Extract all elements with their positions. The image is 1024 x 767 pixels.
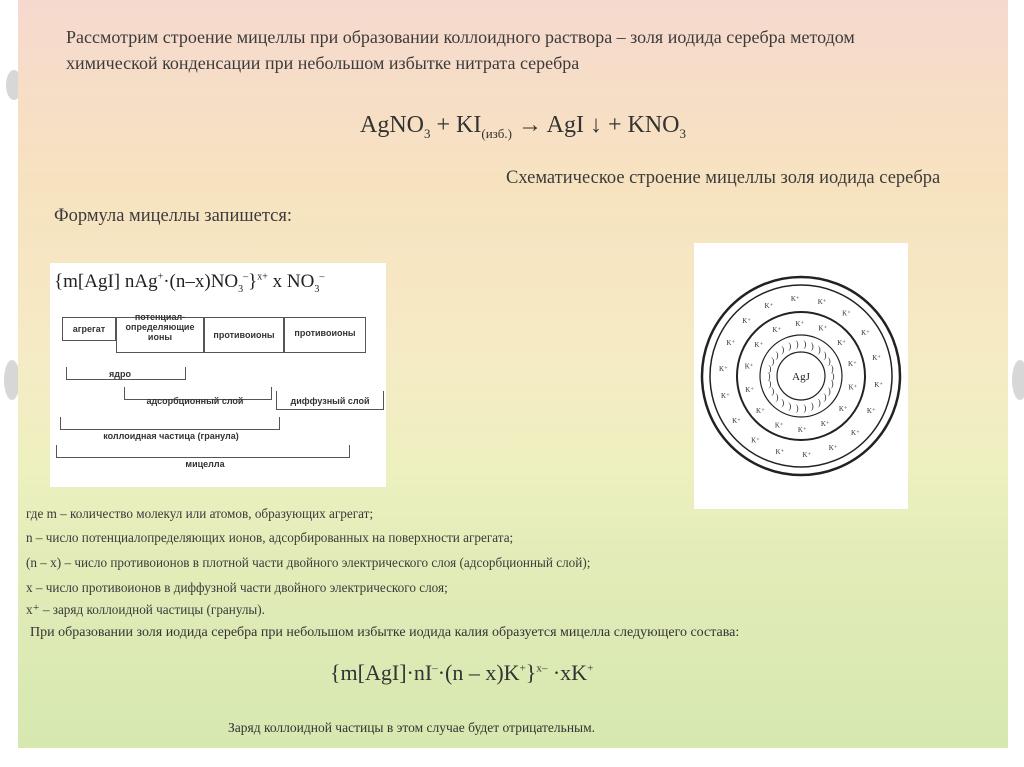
ion-mark: ) xyxy=(771,356,775,367)
formula2-sup: – xyxy=(432,662,438,675)
ion-mark: ) xyxy=(810,400,814,411)
ion-mark: K⁺ xyxy=(872,353,881,362)
formula-part: x NO xyxy=(267,271,315,292)
formula2-sup: x– xyxy=(536,662,548,675)
formula2-part: ·(n – x)K xyxy=(437,660,520,685)
def-n: n – число потенциалопределяющих ионов, адсорбированных на поверхности агрегата; xyxy=(26,530,514,545)
ion-mark: K⁺ xyxy=(751,436,760,445)
formula2-part: {m[AgI]·nI xyxy=(330,660,433,685)
micelle-formula-box xyxy=(50,263,386,487)
core-label: AgJ xyxy=(792,371,810,383)
ion-mark: K⁺ xyxy=(795,320,805,328)
ion-mark: K⁺ xyxy=(774,421,784,430)
ion-mark: ) xyxy=(827,356,831,367)
next-slide-arrow[interactable] xyxy=(1012,360,1024,400)
intro-line-1: Рассмотрим строение мицеллы при образовании коллоидного раствора – золя иодида серебра методом xyxy=(66,27,855,47)
label-core: ядро xyxy=(109,369,131,379)
ion-mark: K⁺ xyxy=(775,448,785,457)
ion-mark: ) xyxy=(831,371,835,381)
formula-sup: – xyxy=(243,271,249,283)
label-aggregate: агрегат xyxy=(72,324,106,334)
cell-aggregate xyxy=(62,317,116,341)
subscript: 3 xyxy=(424,125,431,141)
ion-mark: K⁺ xyxy=(732,416,741,425)
label-potential-ions: потенциал- определяющие ионы xyxy=(125,312,195,342)
ion-mark: K⁺ xyxy=(726,339,736,348)
ion-mark: ) xyxy=(768,378,772,389)
ion-mark: K⁺ xyxy=(742,317,751,326)
ion-mark: ) xyxy=(781,397,785,408)
def-charge: x⁺ – заряд коллоидной частицы (гранулы). xyxy=(26,602,265,617)
formula-iodide-excess xyxy=(330,660,593,686)
ion-mark: ) xyxy=(767,371,771,381)
ion-mark: ) xyxy=(830,378,834,389)
ion-mark: ) xyxy=(771,385,775,396)
reagent-agno: AgNO xyxy=(360,112,424,138)
second-case-text: При образовании золя иодида серебра при небольшом избытке иодида калия образуется мицелла следующего состава: xyxy=(30,625,740,640)
ion-mark: ) xyxy=(810,341,814,352)
ion-mark: K⁺ xyxy=(874,380,883,389)
ion-mark: K⁺ xyxy=(866,406,876,415)
cell-counterions-1 xyxy=(204,317,284,353)
ion-mark: ) xyxy=(830,363,834,374)
label-micelle: мицелла xyxy=(185,459,225,469)
label-counterions-2: противоионы xyxy=(294,328,356,338)
ion-mark: K⁺ xyxy=(797,426,807,434)
ion-mark: K⁺ xyxy=(851,428,860,437)
micelle-diagram xyxy=(694,243,908,509)
ion-mark: K⁺ xyxy=(838,405,848,413)
formula2-sup: + xyxy=(587,662,594,675)
def-m: где m – количество молекул или атомов, образующих агрегат; xyxy=(26,506,374,521)
formula-sup: – xyxy=(319,271,325,283)
ion-mark: K⁺ xyxy=(861,329,870,338)
ion-mark: ) xyxy=(788,400,792,411)
intro-line-2: химической конденсации при небольшом избытке нитрата серебра xyxy=(66,53,580,73)
label-diffuse-layer: диффузный слой xyxy=(290,396,370,406)
def-n-x: (n – x) – число противоионов в плотной части двойного электрического слоя (адсорбционный слой); xyxy=(26,555,591,570)
ion-mark: ) xyxy=(823,392,827,403)
ion-mark: K⁺ xyxy=(848,359,857,368)
ion-mark: K⁺ xyxy=(721,392,730,401)
ion-mark: K⁺ xyxy=(842,309,851,318)
ion-mark: K⁺ xyxy=(790,295,800,304)
ion-mark: ) xyxy=(803,402,807,413)
bracket-diffuse xyxy=(276,391,384,410)
ion-mark: K⁺ xyxy=(764,301,774,310)
ion-mark: ) xyxy=(775,349,779,360)
formula-lead: Формула мицеллы запишется: xyxy=(54,206,292,226)
ion-mark: ) xyxy=(795,339,799,350)
ion-mark: ) xyxy=(788,341,792,352)
micelle-diagram-svg xyxy=(694,243,908,509)
ion-mark: K⁺ xyxy=(820,420,830,429)
ion-mark: ) xyxy=(823,349,827,360)
charge-note: Заряд коллоидной частицы в этом случае будет отрицательным. xyxy=(228,720,596,735)
formula-sub: 3 xyxy=(238,283,244,295)
formula-part: {m[AgI] nAg xyxy=(54,271,158,292)
cell-counterions-2 xyxy=(284,317,366,353)
bracket-micelle xyxy=(56,445,350,458)
formula2-sup: + xyxy=(519,662,526,675)
formula2-part: } xyxy=(525,660,537,685)
formula-sup: x+ xyxy=(257,271,268,283)
subscript: 3 xyxy=(679,125,687,141)
ion-mark: K⁺ xyxy=(719,365,728,374)
reaction-equation xyxy=(360,112,686,142)
ion-mark: K⁺ xyxy=(754,341,764,349)
ion-mark: ) xyxy=(817,397,821,408)
ion-mark: ) xyxy=(803,339,807,350)
formula2-part: ·xK xyxy=(547,660,588,685)
ion-mark: K⁺ xyxy=(772,325,782,334)
formula-sup: + xyxy=(157,271,164,283)
ion-mark: ) xyxy=(827,385,831,396)
ion-mark: ) xyxy=(817,344,821,355)
formula-part: } xyxy=(248,271,258,292)
def-x: x – число противоионов в диффузной части двойного электрического слоя; xyxy=(26,580,448,595)
intro-text xyxy=(66,24,855,76)
reagent-ki: + KI xyxy=(430,112,482,138)
subscript-excess: (изб.) xyxy=(481,125,512,141)
ion-mark: ) xyxy=(768,363,772,374)
ion-mark: K⁺ xyxy=(802,450,812,459)
ion-mark: K⁺ xyxy=(837,339,846,347)
ion-mark: K⁺ xyxy=(745,386,754,395)
label-adsorption-layer: адсорбционный слой xyxy=(146,396,244,406)
schema-title: Схематическое строение мицеллы золя иодида серебра xyxy=(506,168,941,188)
ion-mark: K⁺ xyxy=(848,383,858,392)
ion-mark: ) xyxy=(795,402,799,413)
ion-mark: K⁺ xyxy=(828,444,838,453)
cell-potential-ions xyxy=(116,312,204,353)
label-counterions-1: противоионы xyxy=(213,330,275,340)
ion-mark: K⁺ xyxy=(818,324,828,333)
ion-mark: K⁺ xyxy=(756,407,765,415)
ion-mark: ) xyxy=(781,344,785,355)
products: → AgI ↓ + KNO xyxy=(511,112,680,138)
formula-part: ·(n–x)NO xyxy=(163,271,239,292)
formula-sub: 3 xyxy=(314,283,320,295)
ion-mark: K⁺ xyxy=(744,362,754,371)
ion-mark: K⁺ xyxy=(817,297,827,306)
label-granule: коллоидная частица (гранула) xyxy=(103,431,239,441)
ion-mark: ) xyxy=(775,392,779,403)
bracket-granule xyxy=(60,417,280,430)
micelle-formula xyxy=(54,271,324,295)
